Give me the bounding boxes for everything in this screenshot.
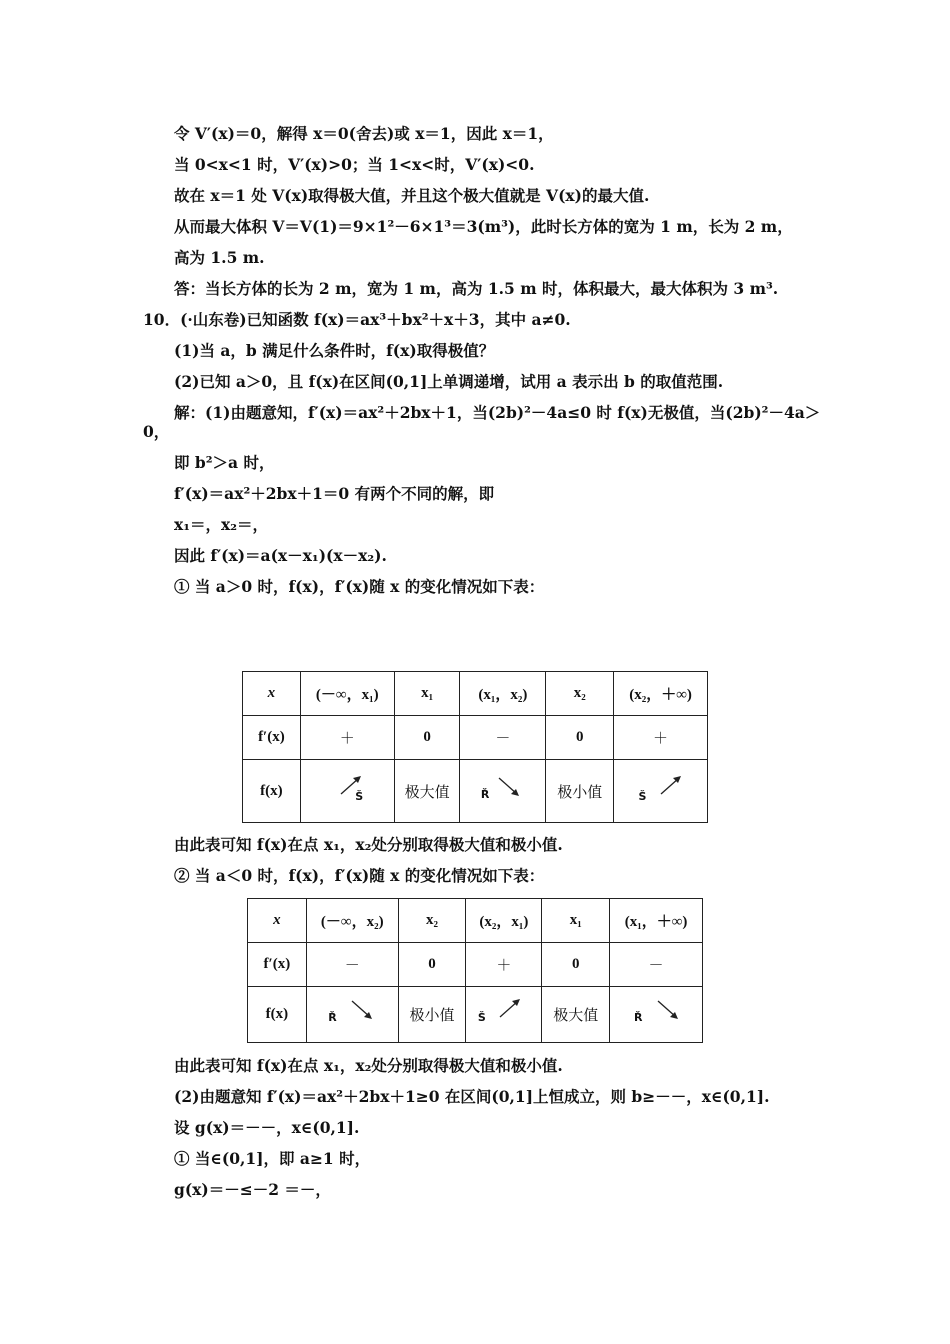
decreasing-arrow-icon: [322, 997, 382, 1027]
value-cell: 0: [394, 716, 460, 760]
table-header-cell: (x₁，＋∞): [610, 899, 703, 943]
decreasing-arrow-icon: [626, 997, 686, 1027]
increasing-arrow-icon: [317, 774, 377, 804]
table-header-cell: (－∞，x₁): [300, 672, 394, 716]
arrow-mark: Š: [638, 789, 647, 803]
table-header-cell: x₁: [542, 899, 610, 943]
text-line: 故在 x＝1 处 V(x)取得极大值，并且这个极大值就是 V(x)的最大值.: [174, 186, 650, 205]
text-line: (1)当 a，b 满足什么条件时，f(x)取得极值？: [174, 341, 495, 360]
text-line: (2)由题意知 f′(x)＝ax²＋2bx＋1≥0 在区间(0,1]上恒成立，则 b≥－－，x∈(0,1].: [174, 1087, 770, 1106]
decreasing-arrow-cell: [306, 987, 398, 1043]
text-line: 高为 1.5 m.: [174, 248, 265, 267]
sign-cell: －: [460, 716, 546, 760]
text-line: 设 g(x)＝－－，x∈(0,1].: [174, 1118, 360, 1137]
text-line: 因此 f′(x)＝a(x－x₁)(x－x₂).: [174, 546, 387, 565]
text-line: ② 当 a＜0 时，f(x)，f′(x)随 x 的变化情况如下表：: [174, 866, 545, 885]
text-line: g(x)＝－≤－2 ＝－，: [174, 1180, 331, 1199]
table-row-label: f′(x): [248, 943, 307, 987]
arrow-mark: Š: [477, 1011, 486, 1024]
arrow-mark: Ř: [328, 1011, 337, 1024]
table-row-label: f(x): [243, 760, 301, 823]
text-line: 即 b²＞a 时，: [174, 453, 275, 472]
table-header-cell: (x₂，x₁): [466, 899, 542, 943]
arrow-mark: Ř: [480, 787, 490, 801]
decreasing-arrow-cell: [460, 760, 546, 823]
sign-cell: ＋: [300, 716, 394, 760]
text-line: x₁＝，x₂＝，: [174, 515, 269, 534]
value-cell: 0: [546, 716, 614, 760]
increasing-arrow-icon: [631, 774, 691, 804]
answer-line: 答：当长方体的长为 2 m，宽为 1 m，高为 1.5 m 时，体积最大，最大体积为 3 m³.: [174, 279, 779, 298]
text-line: 由此表可知 f(x)在点 x₁，x₂处分别取得极大值和极小值.: [174, 1056, 563, 1075]
increasing-arrow-cell: [466, 987, 542, 1043]
arrow-mark: Ř: [634, 1011, 643, 1024]
table-row-label: f′(x): [243, 716, 301, 760]
table-header-cell: x: [248, 899, 307, 943]
text-line: 0，: [143, 422, 170, 441]
decreasing-arrow-cell: [610, 987, 703, 1043]
sign-cell: ＋: [466, 943, 542, 987]
table-header-cell: x₁: [394, 672, 460, 716]
increasing-arrow-icon: [474, 997, 534, 1027]
increasing-arrow-cell: [300, 760, 394, 823]
variation-table-1: [242, 671, 708, 823]
table-header-cell: x₂: [398, 899, 466, 943]
extremum-cell: 极小值: [398, 987, 466, 1043]
table-header-cell: x₂: [546, 672, 614, 716]
problem-title: 10．(·山东卷)已知函数 f(x)＝ax³＋bx²＋x＋3，其中 a≠0.: [143, 310, 571, 329]
variation-table-2: [247, 898, 703, 1043]
arrow-mark: Š: [355, 789, 364, 803]
value-cell: 0: [542, 943, 610, 987]
text-line: ① 当∈(0,1]，即 a≥1 时，: [174, 1149, 371, 1168]
extremum-cell: 极小值: [546, 760, 614, 823]
table-row-label: f(x): [248, 987, 307, 1043]
extremum-cell: 极大值: [542, 987, 610, 1043]
text-line: 从而最大体积 V＝V(1)＝9×1²－6×1³＝3(m³)，此时长方体的宽为 1 m，长为 2 m，: [174, 217, 793, 236]
text-line: 由此表可知 f(x)在点 x₁，x₂处分别取得极大值和极小值.: [174, 835, 563, 854]
table-header-cell: x: [243, 672, 301, 716]
table-header-cell: (x₂，＋∞): [614, 672, 708, 716]
sign-cell: －: [610, 943, 703, 987]
text-line: 令 V′(x)＝0，解得 x＝0(舍去)或 x＝1，因此 x＝1，: [174, 124, 554, 143]
text-line: f′(x)＝ax²＋2bx＋1＝0 有两个不同的解，即: [174, 484, 495, 503]
value-cell: 0: [398, 943, 466, 987]
sign-cell: －: [306, 943, 398, 987]
decreasing-arrow-icon: [473, 774, 533, 804]
text-line: 当 0<x<1 时，V′(x)>0；当 1<x<时，V′(x)<0.: [174, 155, 535, 174]
solution-line: 解：(1)由题意知，f′(x)＝ax²＋2bx＋1，当(2b)²－4a≤0 时 f(x)无极值，当(2b)²－4a＞: [174, 403, 821, 422]
extremum-cell: 极大值: [394, 760, 460, 823]
table-header-cell: (－∞，x₂): [306, 899, 398, 943]
increasing-arrow-cell: [614, 760, 708, 823]
sign-cell: ＋: [614, 716, 708, 760]
text-line: ① 当 a＞0 时，f(x)，f′(x)随 x 的变化情况如下表：: [174, 577, 545, 596]
table-header-cell: (x₁，x₂): [460, 672, 546, 716]
text-line: (2)已知 a＞0，且 f(x)在区间(0,1]上单调递增，试用 a 表示出 b 的取值范围.: [174, 372, 724, 391]
